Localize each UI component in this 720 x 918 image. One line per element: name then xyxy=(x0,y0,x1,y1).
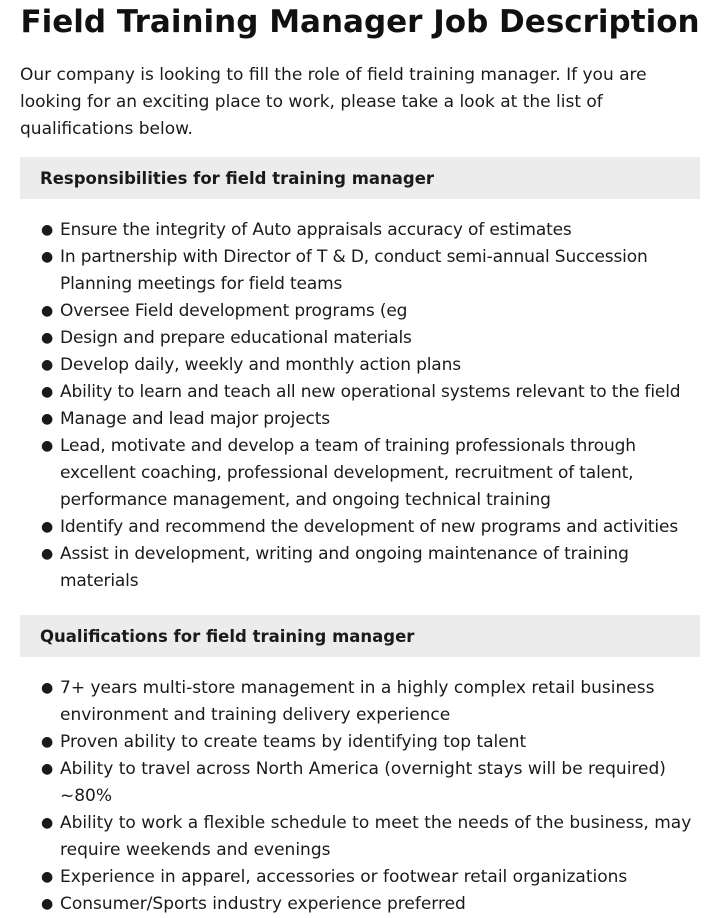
list-item: ● Ability to work a flexible schedule to meet the needs of the business, may require weekends and evenings xyxy=(60,810,700,864)
list-item: ● Ensure the integrity of Auto appraisals accuracy of estimates xyxy=(60,217,700,244)
bullet-icon: ● xyxy=(41,438,54,454)
bullet-icon: ● xyxy=(41,222,54,238)
bullet-icon: ● xyxy=(41,680,54,696)
responsibilities-heading xyxy=(20,157,700,199)
list-item: ● In partnership with Director of T & D, conduct semi-annual Succession Planning meetings for field teams xyxy=(60,244,700,298)
qualifications-heading-text: Qualifications for field training manager xyxy=(40,626,415,646)
qualifications-list xyxy=(20,675,700,918)
responsibilities-list xyxy=(20,217,700,595)
list-item: ● Consumer/Sports industry experience preferred xyxy=(60,891,700,918)
bullet-icon: ● xyxy=(41,519,54,535)
bullet-icon: ● xyxy=(41,896,54,912)
page-title: Field Training Manager Job Description xyxy=(20,4,700,40)
list-item: ● Experience in apparel, accessories or footwear retail organizations xyxy=(60,864,700,891)
bullet-icon: ● xyxy=(41,815,54,831)
list-item: ● Ability to travel across North America (overnight stays will be required) ~80% xyxy=(60,756,700,810)
qualifications-heading xyxy=(20,615,700,657)
bullet-icon: ● xyxy=(41,357,54,373)
list-item: ● Oversee Field development programs (eg xyxy=(60,298,700,325)
intro-paragraph: Our company is looking to fill the role of field training manager. If you are looking for an exciting place to work, please take a look at the list of qualifications below. xyxy=(20,65,647,139)
list-item: ● Design and prepare educational materials xyxy=(60,325,700,352)
bullet-icon: ● xyxy=(41,384,54,400)
list-item: ● Manage and lead major projects xyxy=(60,406,700,433)
list-item: ● Assist in development, writing and ongoing maintenance of training materials xyxy=(60,541,700,595)
list-item: ● Develop daily, weekly and monthly action plans xyxy=(60,352,700,379)
bullet-icon: ● xyxy=(41,303,54,319)
list-item: ● Identify and recommend the development of new programs and activities xyxy=(60,514,700,541)
responsibilities-heading-text: Responsibilities for field training manager xyxy=(40,168,435,188)
bullet-icon: ● xyxy=(41,761,54,777)
bullet-icon: ● xyxy=(41,546,54,562)
bullet-icon: ● xyxy=(41,330,54,346)
list-item: ● Proven ability to create teams by identifying top talent xyxy=(60,729,700,756)
list-item: ● Ability to learn and teach all new operational systems relevant to the field xyxy=(60,379,700,406)
bullet-icon: ● xyxy=(41,734,54,750)
bullet-icon: ● xyxy=(41,249,54,265)
bullet-icon: ● xyxy=(41,869,54,885)
list-item: ● 7+ years multi-store management in a highly complex retail business environment and training delivery experience xyxy=(60,675,700,729)
bullet-icon: ● xyxy=(41,411,54,427)
list-item: ● Lead, motivate and develop a team of training professionals through excellent coaching, professional development, recruitment of talent, performance management, and ongoing technical training xyxy=(60,433,700,514)
